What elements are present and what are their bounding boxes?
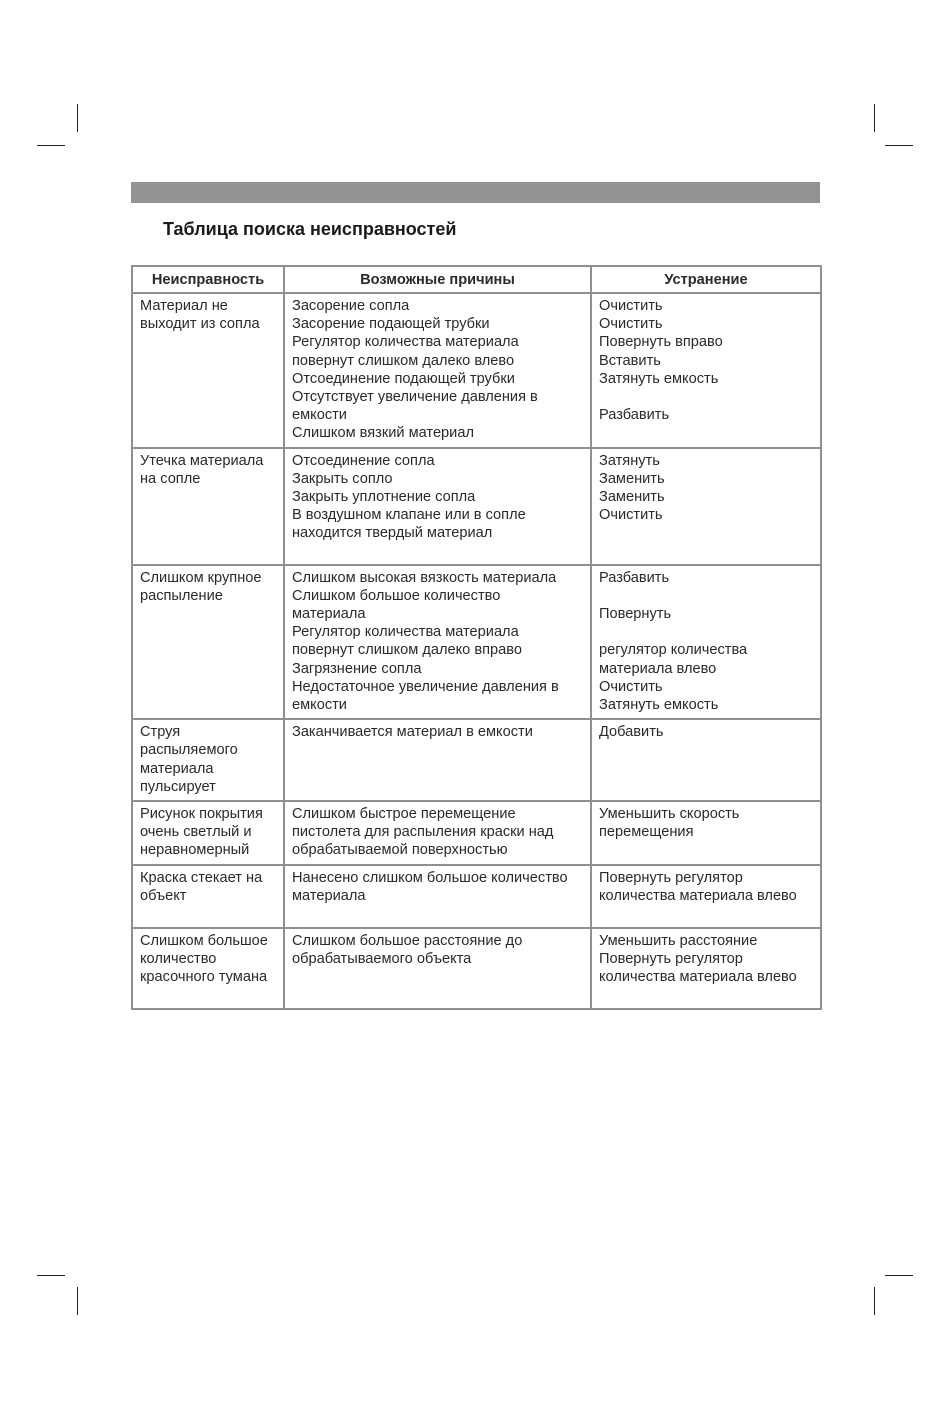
fault-cell — [132, 448, 284, 565]
crop-mark-bottom-left-horizontal — [37, 1275, 65, 1276]
table-row — [132, 565, 821, 720]
fault-cell — [132, 928, 284, 1009]
table-row — [132, 293, 821, 448]
fault-text: Слишком крупное распыление — [140, 569, 262, 604]
fixes-cell — [591, 565, 821, 720]
troubleshooting-table — [131, 265, 822, 1010]
causes-cell — [284, 928, 591, 1009]
table-header-row — [132, 266, 821, 293]
causes-text: Слишком быстрое перемещение пистолета для распыления краски над обрабатываемой поверхностью — [292, 806, 554, 859]
causes-cell — [284, 719, 591, 801]
fault-cell — [132, 801, 284, 865]
fault-cell — [132, 293, 284, 448]
crop-mark-top-right-horizontal — [885, 145, 913, 146]
causes-cell — [284, 565, 591, 720]
fault-text: Струя распыляемого материала пульсирует — [140, 724, 238, 795]
fixes-text: Повернуть регулятор количества материала влево — [599, 869, 797, 904]
fault-cell — [132, 719, 284, 801]
fault-text: Материал не выходит из сопла — [140, 298, 260, 333]
fixes-cell — [591, 865, 821, 928]
crop-mark-bottom-left-vertical — [77, 1287, 78, 1315]
fixes-cell — [591, 801, 821, 865]
header-fixes: Устранение — [591, 266, 821, 293]
section-banner — [131, 182, 820, 203]
fault-text: Краска стекает на объект — [140, 869, 263, 904]
table-row — [132, 865, 821, 928]
fault-text: Слишком большое количество красочного тумана — [140, 932, 268, 986]
fault-cell — [132, 565, 284, 720]
causes-cell — [284, 801, 591, 865]
fixes-cell — [591, 293, 821, 448]
fixes-text: Очистить Очистить Повернуть вправо Вставить Затянуть емкость Разбавить — [599, 298, 723, 424]
causes-text: Заканчивается материал в емкости — [292, 724, 533, 741]
crop-mark-bottom-right-vertical — [874, 1287, 875, 1315]
crop-mark-top-left-vertical — [77, 104, 78, 132]
table-row — [132, 448, 821, 565]
causes-text: Засорение сопла Засорение подающей трубки Регулятор количества материала повернут слишком далеко влево Отсоединение подающей трубки Отсутствует увеличение давления в емкости Слишком вязкий материал — [292, 298, 538, 442]
crop-mark-top-right-vertical — [874, 104, 875, 132]
fault-cell — [132, 865, 284, 928]
fixes-text: Уменьшить расстояние Повернуть регулятор количества материала влево — [599, 932, 797, 986]
fixes-text: Добавить — [599, 724, 664, 741]
fixes-cell — [591, 448, 821, 565]
fixes-text: Уменьшить скорость перемещения — [599, 806, 740, 841]
crop-mark-bottom-right-horizontal — [885, 1275, 913, 1276]
fault-text: Утечка материала на сопле — [140, 452, 264, 487]
table-row — [132, 719, 821, 801]
causes-text: Слишком большое расстояние до обрабатываемого объекта — [292, 932, 523, 967]
crop-mark-top-left-horizontal — [37, 145, 65, 146]
causes-text: Нанесено слишком большое количество материала — [292, 869, 568, 904]
fixes-cell — [591, 719, 821, 801]
table-row — [132, 928, 821, 1009]
fixes-cell — [591, 928, 821, 1009]
page-title: Таблица поиска неисправностей — [163, 219, 457, 239]
table-row — [132, 801, 821, 865]
header-fault: Неисправность — [132, 266, 284, 293]
causes-cell — [284, 448, 591, 565]
header-causes: Возможные причины — [284, 266, 591, 293]
causes-text: Отсоединение сопла Закрыть сопло Закрыть уплотнение сопла В воздушном клапане или в сопле находится твердый материал — [292, 452, 526, 542]
causes-cell — [284, 865, 591, 928]
fixes-text: Разбавить Повернуть регулятор количества материала влево Очистить Затянуть емкость — [599, 569, 748, 714]
fixes-text: Затянуть Заменить Заменить Очистить — [599, 452, 665, 524]
causes-text: Слишком высокая вязкость материала Слишком большое количество материала Регулятор количества материала повернут слишком далеко вправо Загрязнение сопла Недостаточное увеличение давления в емкости — [292, 569, 559, 714]
fault-text: Рисунок покрытия очень светлый и неравномерный — [140, 806, 263, 859]
causes-cell — [284, 293, 591, 448]
